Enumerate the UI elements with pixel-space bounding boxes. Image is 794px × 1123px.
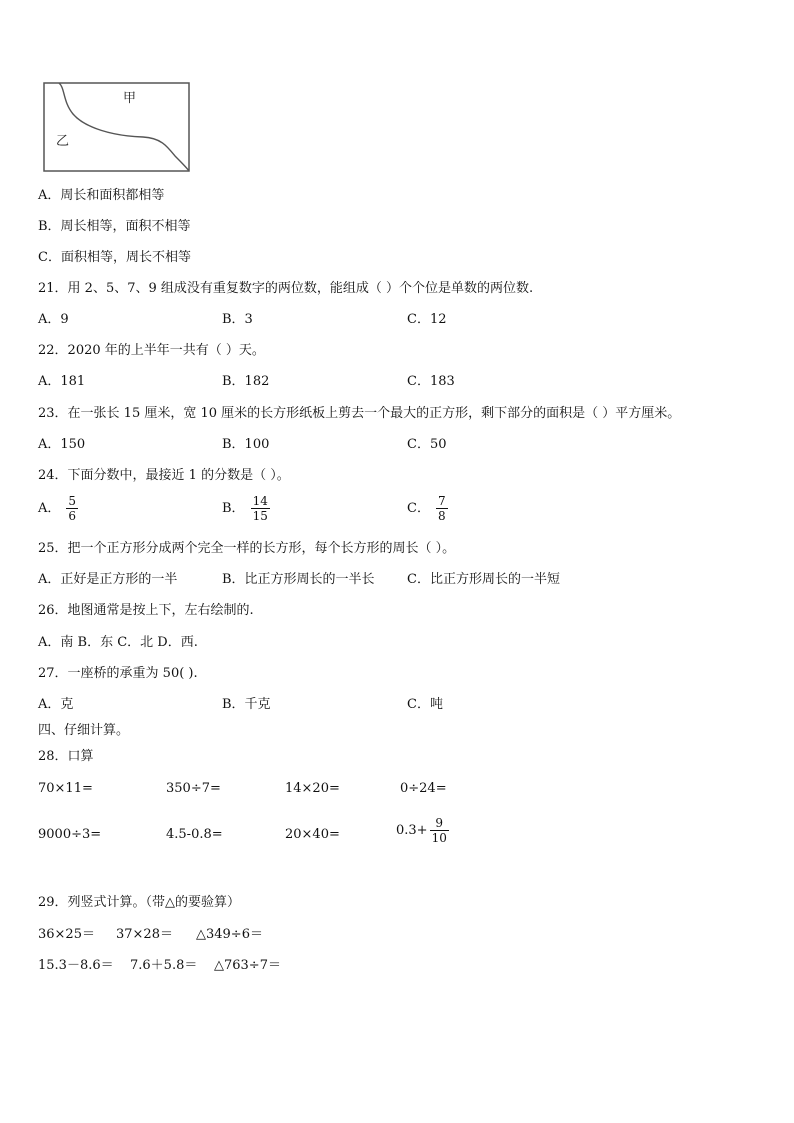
q27-option-c: C．吨 — [407, 697, 443, 712]
q22-option-b: B．182 — [222, 374, 270, 389]
q27-option-a: A．克 — [38, 697, 74, 712]
oral-calc-item — [396, 816, 449, 845]
option-prefix: C． — [407, 501, 430, 516]
q26-text: 26．地图通常是按上下，左右绘制的. — [38, 603, 254, 618]
vertical-calc-item: △763÷7＝ — [214, 958, 281, 973]
numerator: 14 — [252, 494, 268, 508]
q23-option-c: C．50 — [407, 437, 447, 452]
q22-text: 22．2020 年的上半年一共有（ ）天。 — [38, 343, 265, 358]
section-heading: 四、仔细计算。 — [38, 723, 130, 738]
q22-option-a: A．181 — [38, 374, 86, 389]
denominator: 15 — [252, 509, 268, 523]
fraction — [66, 494, 78, 523]
label-yi: 乙 — [56, 134, 70, 149]
fraction — [436, 494, 448, 523]
q25-option-c: C．比正方形周长的一半短 — [407, 572, 560, 587]
vertical-calc-item: 15.3－8.6＝ — [38, 958, 114, 973]
oral-calc-item: 0÷24= — [400, 781, 447, 796]
denominator: 10 — [431, 831, 447, 845]
oral-calc-item: 9000÷3= — [38, 827, 102, 842]
oral-calc-item: 20×40= — [285, 827, 340, 842]
vertical-calc-item: △349÷6＝ — [196, 927, 263, 942]
q21-option-b: B．3 — [222, 312, 253, 327]
oral-calc-item: 14×20= — [285, 781, 340, 796]
q27-text: 27．一座桥的承重为 50( ). — [38, 666, 198, 681]
q21-text: 21．用 2、5、7、9 组成没有重复数字的两位数，能组成（ ）个个位是单数的两位数. — [38, 281, 534, 296]
q27-option-b: B．千克 — [222, 697, 271, 712]
q24-option-b — [222, 494, 270, 523]
q28-text: 28．口算 — [38, 749, 94, 764]
option-prefix: B． — [222, 501, 245, 516]
q25-option-b: B．比正方形周长的一半长 — [222, 572, 375, 587]
oral-calc-item: 70×11= — [38, 781, 93, 796]
denominator: 8 — [437, 509, 446, 523]
q24-option-c — [407, 494, 448, 523]
label-jia: 甲 — [123, 91, 137, 106]
vertical-calc-item: 7.6＋5.8＝ — [130, 958, 198, 973]
fraction — [430, 816, 449, 845]
shape-figure — [43, 82, 191, 174]
denominator: 6 — [68, 509, 77, 523]
q26-options: A．南 B．东 C．北 D．西. — [38, 635, 198, 650]
numerator: 9 — [435, 816, 444, 830]
fraction — [251, 494, 270, 523]
q23-option-a: A．150 — [38, 437, 86, 452]
q23-option-b: B．100 — [222, 437, 270, 452]
vertical-calc-item: 36×25＝ — [38, 927, 95, 942]
q20-option-a: A．周长和面积都相等 — [38, 188, 165, 203]
q21-option-c: C．12 — [407, 312, 447, 327]
q20-option-b: B．周长相等，面积不相等 — [38, 219, 191, 234]
expression-prefix: 0.3+ — [396, 823, 428, 838]
q29-text: 29．列竖式计算。（带△的要验算） — [38, 895, 241, 910]
q22-option-c: C．183 — [407, 374, 455, 389]
q25-text: 25．把一个正方形分成两个完全一样的长方形，每个长方形的周长（ ）。 — [38, 541, 456, 556]
q21-option-a: A．9 — [38, 312, 69, 327]
vertical-calc-item: 37×28＝ — [116, 927, 173, 942]
q24-text: 24．下面分数中，最接近 1 的分数是（ ）。 — [38, 468, 290, 483]
q24-option-a — [38, 494, 78, 523]
q25-option-a: A．正好是正方形的一半 — [38, 572, 178, 587]
oral-calc-item: 4.5-0.8= — [166, 827, 223, 842]
option-prefix: A． — [38, 501, 61, 516]
numerator: 7 — [437, 494, 446, 508]
numerator: 5 — [68, 494, 77, 508]
q20-option-c: C．面积相等，周长不相等 — [38, 250, 191, 265]
q23-text: 23．在一张长 15 厘米，宽 10 厘米的长方形纸板上剪去一个最大的正方形，剩下部分的面积是（ ）平方厘米。 — [38, 406, 681, 421]
oral-calc-item: 350÷7= — [166, 781, 221, 796]
